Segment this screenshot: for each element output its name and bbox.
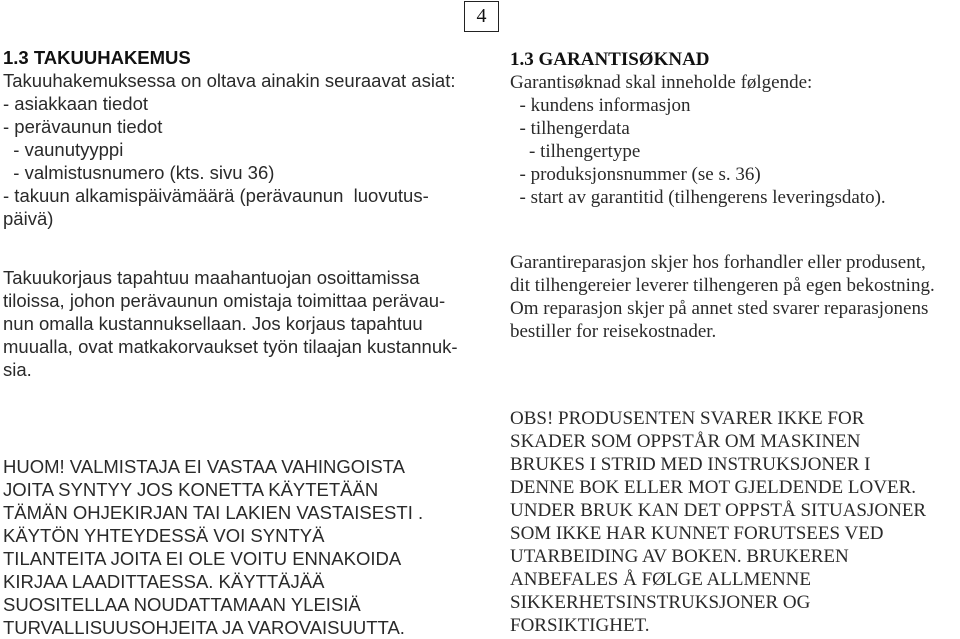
right-repair-section (510, 251, 958, 343)
left-warning-line: KÄYTÖN YHTEYDESSÄ VOI SYNTYÄ (3, 525, 325, 546)
left-intro-line: - vaunutyyppi (3, 139, 124, 160)
right-heading: 1.3 GARANTISØKNAD (510, 49, 710, 70)
right-intro-line: - kundens informasjon (510, 95, 691, 116)
left-warning-line: HUOM! VALMISTAJA EI VASTAA VAHINGOISTA (3, 456, 405, 477)
left-repair-line: nun omalla kustannuksellaan. Jos korjaus tapahtuu (3, 313, 423, 334)
right-warning-line: ANBEFALES Å FØLGE ALLMENNE (510, 569, 812, 590)
page-number (464, 1, 499, 32)
right-warning-line: UNDER BRUK KAN DET OPPSTÅ SITUASJONER (510, 500, 927, 521)
left-intro-line: - takuun alkamispäivämäärä (perävaunun luovutus- (3, 185, 429, 206)
right-warning-line: BRUKES I STRID MED INSTRUKSJONER I (510, 454, 871, 475)
left-warning-line: SUOSITELLAA NOUDATTAMAAN YLEISIÄ (3, 594, 361, 615)
right-warning-line: SOM IKKE HAR KUNNET FORUTSEES VED (510, 523, 884, 544)
right-warning-line: FORSIKTIGHET. (510, 615, 650, 636)
left-repair-line: tiloissa, johon perävaunun omistaja toimittaa perävau- (3, 290, 446, 311)
left-warning-line: TILANTEITA JOITA EI OLE VOITU ENNAKOIDA (3, 548, 402, 569)
right-warning-line: SIKKERHETSINSTRUKSJONER OG (510, 592, 811, 613)
page-number-text: 4 (476, 5, 487, 27)
left-warning-section (3, 455, 458, 639)
left-intro-line: - valmistusnumero (kts. sivu 36) (3, 162, 275, 183)
left-repair-section (3, 266, 458, 381)
right-intro-line: - produksjonsnummer (se s. 36) (510, 164, 761, 185)
left-intro-line: päivä) (3, 208, 54, 229)
right-repair-line: dit tilhengereier leverer tilhengeren på egen bekostning. (510, 275, 935, 296)
right-intro-line: - start av garantitid (tilhengerens leveringsdato). (510, 187, 886, 208)
right-warning-line: UTARBEIDING AV BOKEN. BRUKEREN (510, 546, 849, 567)
right-repair-line: Garantireparasjon skjer hos forhandler eller produsent, (510, 252, 926, 273)
right-intro-line: - tilhengertype (510, 141, 641, 162)
right-intro-line: Garantisøknad skal inneholde følgende: (510, 72, 813, 93)
left-repair-line: sia. (3, 359, 32, 380)
left-repair-line: muualla, ovat matkakorvaukset työn tilaajan kustannuk- (3, 336, 458, 357)
left-warning-line: TÄMÄN OHJEKIRJAN TAI LAKIEN VASTAISESTI . (3, 502, 424, 523)
left-intro-section (3, 46, 456, 230)
left-heading: 1.3 TAKUUHAKEMUS (3, 47, 191, 68)
left-intro-line: - perävaunun tiedot (3, 116, 163, 137)
right-warning-line: OBS! PRODUSENTEN SVARER IKKE FOR (510, 408, 865, 429)
left-warning-line: JOITA SYNTYY JOS KONETTA KÄYTETÄÄN (3, 479, 379, 500)
left-intro-line: - asiakkaan tiedot (3, 93, 149, 114)
right-warning-section (510, 407, 958, 637)
right-repair-line: Om reparasjon skjer på annet sted svarer reparasjonens (510, 298, 929, 319)
right-intro-line: - tilhengerdata (510, 118, 630, 139)
left-repair-line: Takuukorjaus tapahtuu maahantuojan osoittamissa (3, 267, 420, 288)
right-warning-line: DENNE BOK ELLER MOT GJELDENDE LOVER. (510, 477, 916, 498)
left-warning-line: TURVALLISUUSOHJEITA JA VAROVAISUUTTA. (3, 617, 405, 638)
right-warning-line: SKADER SOM OPPSTÅR OM MASKINEN (510, 431, 861, 452)
left-warning-line: KIRJAA LAADITTAESSA. KÄYTTÄJÄÄ (3, 571, 325, 592)
right-repair-line: bestiller for reisekostnader. (510, 321, 717, 342)
left-intro-line: Takuuhakemuksessa on oltava ainakin seuraavat asiat: (3, 70, 456, 91)
right-intro-section (510, 48, 958, 209)
